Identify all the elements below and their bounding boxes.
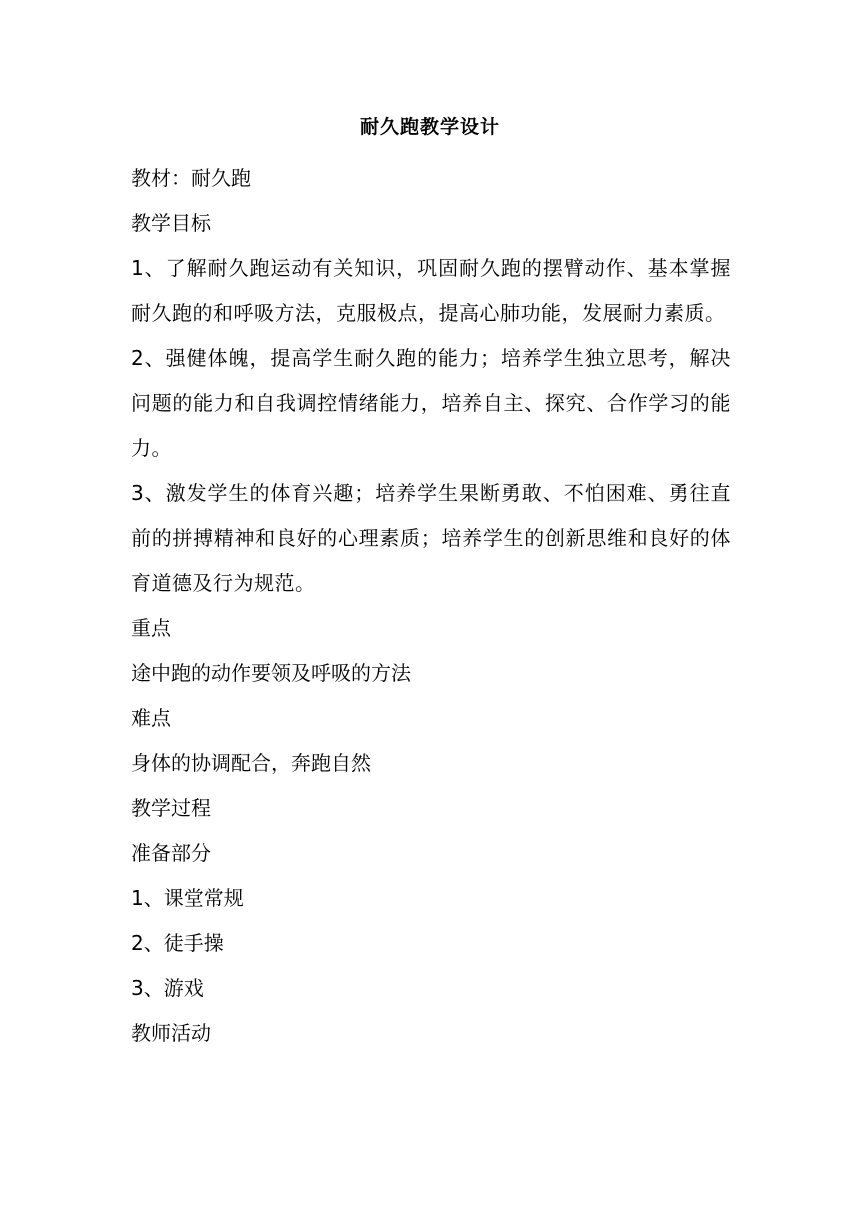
key-point-text: 途中跑的动作要领及呼吸的方法 bbox=[131, 661, 411, 685]
document-body bbox=[131, 156, 731, 1056]
preparation-item: 3、游戏 bbox=[131, 976, 204, 1000]
difficulty-text: 身体的协调配合，奔跑自然 bbox=[131, 751, 371, 775]
preparation-item: 1、课堂常规 bbox=[131, 886, 244, 910]
material-line: 教材：耐久跑 bbox=[131, 166, 251, 190]
objective-item: 3、激发学生的体育兴趣；培养学生果断勇敢、不怕困难、勇往直前的拼搏精神和良好的心理素质；培养学生的创新思维和良好的体育道德及行为规范。 bbox=[131, 481, 731, 595]
process-heading: 教学过程 bbox=[131, 796, 211, 820]
objective-item: 2、强健体魄，提高学生耐久跑的能力；培养学生独立思考，解决问题的能力和自我调控情绪能力，培养自主、探究、合作学习的能力。 bbox=[131, 346, 731, 460]
key-point-heading: 重点 bbox=[131, 616, 171, 640]
preparation-heading: 准备部分 bbox=[131, 841, 211, 865]
objective-item: 1、了解耐久跑运动有关知识，巩固耐久跑的摆臂动作、基本掌握耐久跑的和呼吸方法，克服极点，提高心肺功能，发展耐力素质。 bbox=[131, 256, 731, 325]
difficulty-heading: 难点 bbox=[131, 706, 171, 730]
teacher-activity-heading: 教师活动 bbox=[131, 1021, 211, 1045]
objectives-heading: 教学目标 bbox=[131, 211, 211, 235]
document-title: 耐久跑教学设计 bbox=[359, 116, 500, 138]
preparation-item: 2、徒手操 bbox=[131, 931, 224, 955]
